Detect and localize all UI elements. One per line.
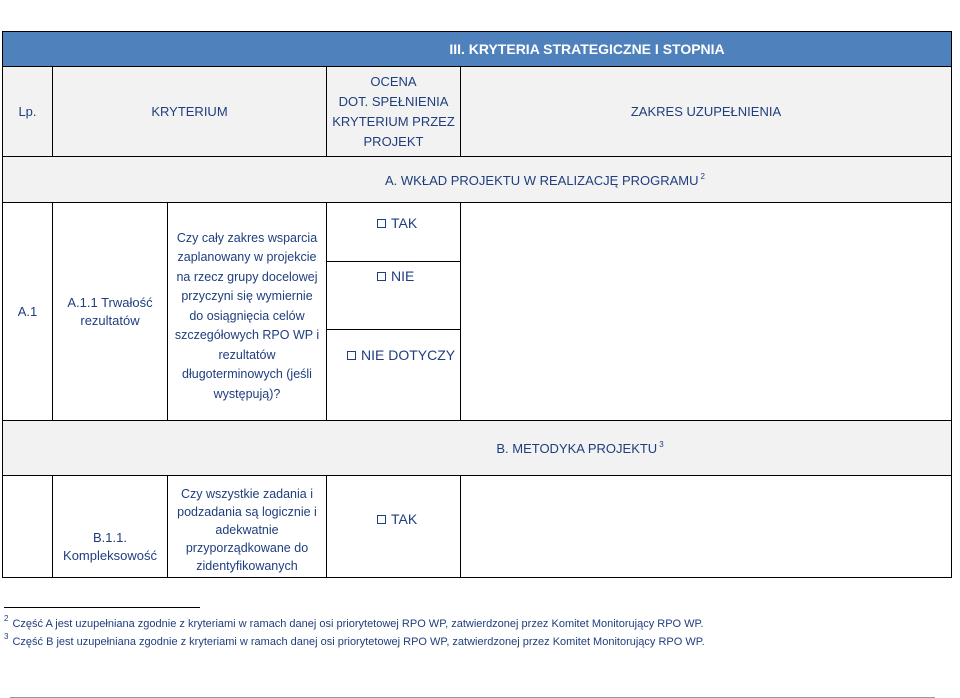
section-a-header	[2, 156, 952, 203]
checkbox-icon[interactable]	[377, 515, 386, 524]
row-a1-name-line: A.1.1 Trwałość	[67, 294, 153, 310]
footnote-text: Część B jest uzupełniana zgodnie z kryteriami w ramach danej osi priorytetowej RPO WP, zatwierdzonej przez Komitet Monitorujący RPO WP.	[12, 636, 705, 648]
option-label: TAK	[391, 511, 418, 527]
footnote-2	[4, 614, 704, 630]
section-title-text: III. KRYTERIA STRATEGICZNE I STOPNIA	[449, 41, 725, 57]
criterion-line: przyporządkowane do	[185, 540, 309, 555]
criterion-line: rezultatów	[218, 347, 276, 362]
row-b11-name	[52, 475, 168, 578]
header-ocena-line: PROJEKT	[363, 133, 424, 149]
row-a1-criterion	[167, 202, 327, 421]
option-tak[interactable]	[377, 215, 417, 231]
section-title	[2, 31, 952, 67]
criterion-line: Czy cały zakres wsparcia	[176, 230, 318, 245]
footnote-number: 3	[4, 632, 9, 641]
header-ocena	[326, 66, 461, 157]
header-zakres-text: ZAKRES UZUPEŁNIENIA	[630, 104, 782, 119]
header-lp-text: Lp.	[18, 104, 37, 119]
option-nie[interactable]	[377, 268, 414, 284]
criterion-line: szczegółowych RPO WP i	[174, 328, 320, 343]
row-b11-criterion	[167, 475, 327, 578]
criterion-line: występują)?	[213, 386, 281, 401]
row-b11-name-line: Kompleksowość	[63, 547, 157, 563]
checkbox-icon[interactable]	[377, 272, 386, 281]
checkbox-icon[interactable]	[377, 219, 386, 228]
row-a1-name-line: rezultatów	[80, 312, 140, 328]
footnote-ref: 3	[659, 440, 664, 449]
row-a1-ocena	[326, 202, 461, 421]
row-b11-zakres[interactable]	[460, 475, 952, 578]
header-kryterium-text: KRYTERIUM	[151, 104, 228, 119]
criterion-line: zidentyfikowanych	[196, 558, 298, 573]
header-ocena-line: DOT. SPEŁNIENIA	[338, 93, 449, 109]
option-label: TAK	[391, 215, 418, 231]
option-tak[interactable]	[377, 511, 417, 527]
footnote-separator	[4, 607, 200, 608]
row-b11-lp	[2, 475, 53, 578]
ocena-divider	[326, 329, 461, 330]
footnote-text: Część A jest uzupełniana zgodnie z kryteriami w ramach danej osi priorytetowej RPO WP, zatwierdzonej przez Komitet Monitorujący RPO WP.	[12, 618, 704, 630]
header-lp	[2, 66, 53, 157]
section-b-header	[2, 420, 952, 476]
footnote-ref: 2	[700, 171, 705, 181]
row-a1-lp	[2, 202, 53, 421]
criterion-line: Czy wszystkie zadania i	[181, 486, 313, 501]
row-a1-name	[52, 202, 168, 421]
row-b11-name-line: B.1.1.	[93, 529, 127, 545]
option-nie-dotyczy[interactable]	[347, 347, 455, 363]
ocena-divider	[326, 261, 461, 262]
criterion-line: na rzecz grupy docelowej	[176, 269, 318, 284]
footnote-number: 2	[4, 614, 9, 623]
row-a1-lp-text: A.1	[17, 303, 38, 319]
row-a1-zakres[interactable]	[460, 202, 952, 421]
criterion-line: do osiągnięcia celów	[189, 308, 305, 323]
criterion-line: zaplanowany w projekcie	[177, 250, 317, 265]
checkbox-icon[interactable]	[347, 351, 356, 360]
header-ocena-line: KRYTERIUM PRZEZ	[332, 113, 455, 129]
criterion-line: adekwatnie	[215, 522, 279, 537]
header-zakres	[460, 66, 952, 157]
option-label: NIE	[391, 268, 415, 284]
section-b-title: B. METODYKA PROJEKTU $^3$	[496, 440, 664, 456]
option-label: NIE DOTYCZY	[361, 347, 456, 363]
header-ocena-line: OCENA	[370, 73, 417, 89]
section-a-title: A. WKŁAD PROJEKTU W REALIZACJĘ PROGRAMU $^2$	[385, 171, 705, 188]
criterion-line: długoterminowych (jeśli	[182, 367, 312, 382]
header-kryterium	[52, 66, 327, 157]
criterion-line: przyczyni się wymiernie	[181, 289, 313, 304]
footnote-3	[4, 632, 705, 648]
criterion-line: podzadania są logicznie i	[177, 504, 317, 519]
